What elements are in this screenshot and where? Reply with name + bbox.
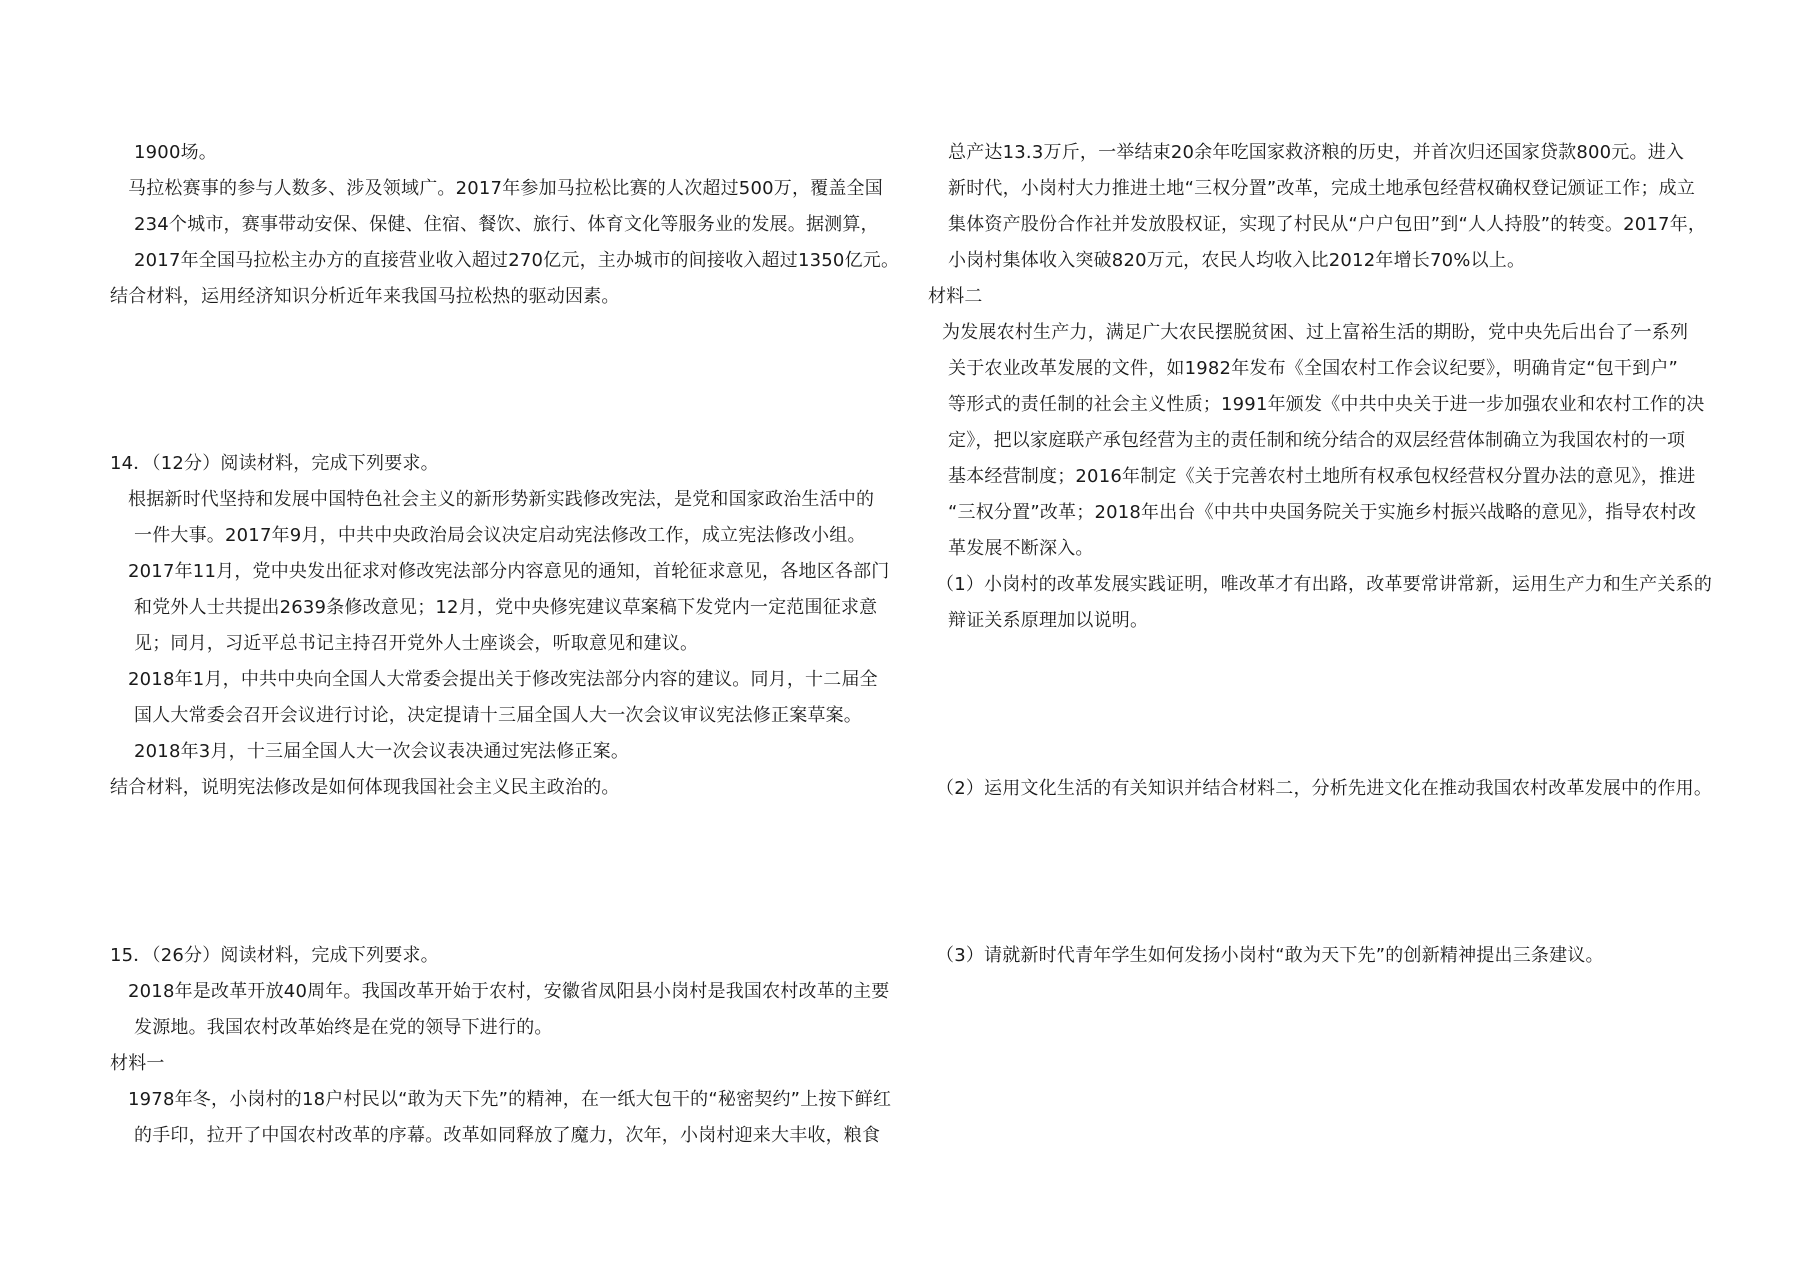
text-line: 等形式的责任制的社会主义性质；1991年颁发《中共中央关于进一步加强农业和农村工作的决 <box>948 394 1705 415</box>
text-line: 的手印，拉开了中国农村改革的序幕。改革如同释放了魔力，次年，小岗村迎来大丰收，粮食 <box>134 1125 881 1146</box>
text-line: 小岗村集体收入突破820万元，农民人均收入比2012年增长70%以上。 <box>948 250 1526 271</box>
text-line: 1900场。 <box>134 142 218 163</box>
text-line: 1978年冬，小岗村的18户村民以“敢为天下先”的精神，在一纸大包干的“秘密契约”上按下鲜红 <box>128 1089 892 1110</box>
text-line: 2018年1月，中共中央向全国人大常委会提出关于修改宪法部分内容的建议。同月，十二届全 <box>128 669 878 690</box>
text-line: “三权分置”改革；2018年出台《中共中央国务院关于实施乡村振兴战略的意见》，指导农村改 <box>948 502 1697 523</box>
text-line: 新时代，小岗村大力推进土地“三权分置”改革，完成土地承包经营权确权登记颁证工作；成立 <box>948 178 1696 199</box>
text-line: 和党外人士共提出2639条修改意见；12月，党中央修宪建议草案稿下发党内一定范围征求意 <box>134 597 878 618</box>
text-line: 国人大常委会召开会议进行讨论，决定提请十三届全国人大一次会议审议宪法修正案草案。 <box>134 705 862 726</box>
text-line: 2018年是改革开放40周年。我国改革开始于农村，安徽省凤阳县小岗村是我国农村改革的主要 <box>128 981 890 1002</box>
question-13-prompt: 结合材料，运用经济知识分析近年来我国马拉松热的驱动因素。 <box>110 286 620 307</box>
text-line: 为发展农村生产力，满足广大农民摆脱贫困、过上富裕生活的期盼，党中央先后出台了一系列 <box>942 322 1689 343</box>
material-two-label: 材料二 <box>928 286 983 307</box>
text-line: 总产达13.3万斤，一举结束20余年吃国家救济粮的历史，并首次归还国家贷款800元。进入 <box>948 142 1685 163</box>
text-line: 马拉松赛事的参与人数多、涉及领域广。2017年参加马拉松比赛的人次超过500万，覆盖全国 <box>128 178 883 199</box>
text-line: 2017年11月，党中央发出征求对修改宪法部分内容意见的通知，首轮征求意见，各地区各部门 <box>128 561 890 582</box>
text-line: 见；同月，习近平总书记主持召开党外人士座谈会，听取意见和建议。 <box>134 633 699 654</box>
text-line: 2018年3月，十三届全国人大一次会议表决通过宪法修正案。 <box>134 741 630 762</box>
text-line: 定》，把以家庭联产承包经营为主的责任制和统分结合的双层经营体制确立为我国农村的一项 <box>948 430 1686 451</box>
text-line: 基本经营制度；2016年制定《关于完善农村土地所有权承包权经营权分置办法的意见》，推进 <box>948 466 1696 487</box>
question-14-prompt: 结合材料，说明宪法修改是如何体现我国社会主义民主政治的。 <box>110 777 620 798</box>
text-line: 2017年全国马拉松主办方的直接营业收入超过270亿元，主办城市的间接收入超过1350亿元。 <box>134 250 900 271</box>
text-line: 一件大事。2017年9月，中共中央政治局会议决定启动宪法修改工作，成立宪法修改小组。 <box>134 525 866 546</box>
text-line: 234个城市，赛事带动安保、保健、住宿、餐饮、旅行、体育文化等服务业的发展。据测算， <box>134 214 879 235</box>
sub-question-3: （3）请就新时代青年学生如何发扬小岗村“敢为天下先”的创新精神提出三条建议。 <box>936 945 1604 966</box>
text-line: 发源地。我国农村改革始终是在党的领导下进行的。 <box>134 1017 553 1038</box>
text-line: 根据新时代坚持和发展中国特色社会主义的新形势新实践修改宪法，是党和国家政治生活中的 <box>128 489 875 510</box>
question-14-heading: 14．（12分）阅读材料，完成下列要求。 <box>110 453 439 474</box>
material-one-label: 材料一 <box>110 1053 165 1074</box>
text-line: 辩证关系原理加以说明。 <box>948 610 1149 631</box>
sub-question-2: （2）运用文化生活的有关知识并结合材料二，分析先进文化在推动我国农村改革发展中的作用。 <box>936 778 1713 799</box>
text-line: 革发展不断深入。 <box>948 538 1094 559</box>
text-line: 集体资产股份合作社并发放股权证，实现了村民从“户户包田”到“人人持股”的转变。2017年， <box>948 214 1707 235</box>
sub-question-1: （1）小岗村的改革发展实践证明，唯改革才有出路，改革要常讲常新，运用生产力和生产关系的 <box>936 574 1713 595</box>
text-line: 关于农业改革发展的文件，如1982年发布《全国农村工作会议纪要》，明确肯定“包干到户” <box>948 358 1679 379</box>
question-15-heading: 15．（26分）阅读材料，完成下列要求。 <box>110 945 439 966</box>
